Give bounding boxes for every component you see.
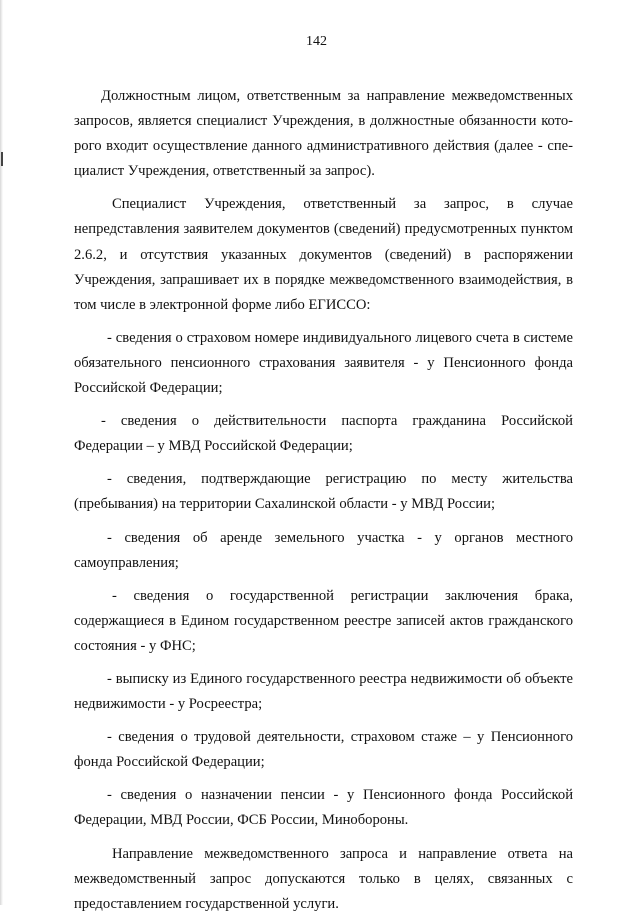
paragraph-responsible-official: Должностным лицом, ответственным за направление межведомственных запросов, является специалист Учреждения, в должностные обязанности кото-рого входит осуществление данного административного действия (далее - спе-циалист Учреждения, ответственный за запрос).	[74, 88, 573, 180]
list-item-passport: - сведения о действительности паспорта гражданина Российской Федерации – у МВД Российской Федерации;	[74, 413, 573, 455]
page-edge-shadow	[0, 0, 3, 905]
list-item-registration: - сведения, подтверждающие регистрацию по месту жительства (пребывания) на территории Сахалинской области - у МВД России;	[74, 471, 573, 513]
list-item-snils: - сведения о страховом номере индивидуального лицевого счета в системе обязательного пенсионного страхования заявителя - у Пенсионного фонда Российской Федерации;	[74, 329, 573, 397]
paragraph-request-purpose: Направление межведомственного запроса и направление ответа на межведомственный запрос допускаются только в целях, связанных с предоставлением государственной услуги.	[74, 845, 573, 912]
list-item-marriage: - сведения о государственной регистрации заключения брака, содержащиеся в Едином государственном реестре записей актов гражданского состояния - у ФНС;	[74, 587, 573, 654]
scan-mark	[1, 152, 3, 166]
document-body	[74, 84, 573, 917]
paragraph-specialist-requests: Специалист Учреждения, ответственный за запрос, в случае непредставления заявителем документов (сведений) предусмотренных пунктом 2.6.2, и отсутствия указанных документов (сведений) в распоряжении Учреждения, запрашивает их в порядке межведомственного взаимодействия, в том числе в электронной форме либо ЕГИССО:	[74, 196, 573, 313]
page-number: 142	[306, 34, 327, 49]
list-item-pension: - сведения о назначении пенсии - у Пенсионного фонда Российской Федерации, МВД России, ФСБ России, Минобороны.	[74, 787, 573, 829]
list-item-labor: - сведения о трудовой деятельности, страховом стаже – у Пенсионного фонда Российской Федерации;	[74, 729, 573, 771]
list-item-land-lease: - сведения об аренде земельного участка - у органов местного самоуправления;	[74, 529, 573, 571]
list-item-real-estate: - выписку из Единого государственного реестра недвижимости об объекте недвижимости - у Росреестра;	[74, 670, 573, 713]
